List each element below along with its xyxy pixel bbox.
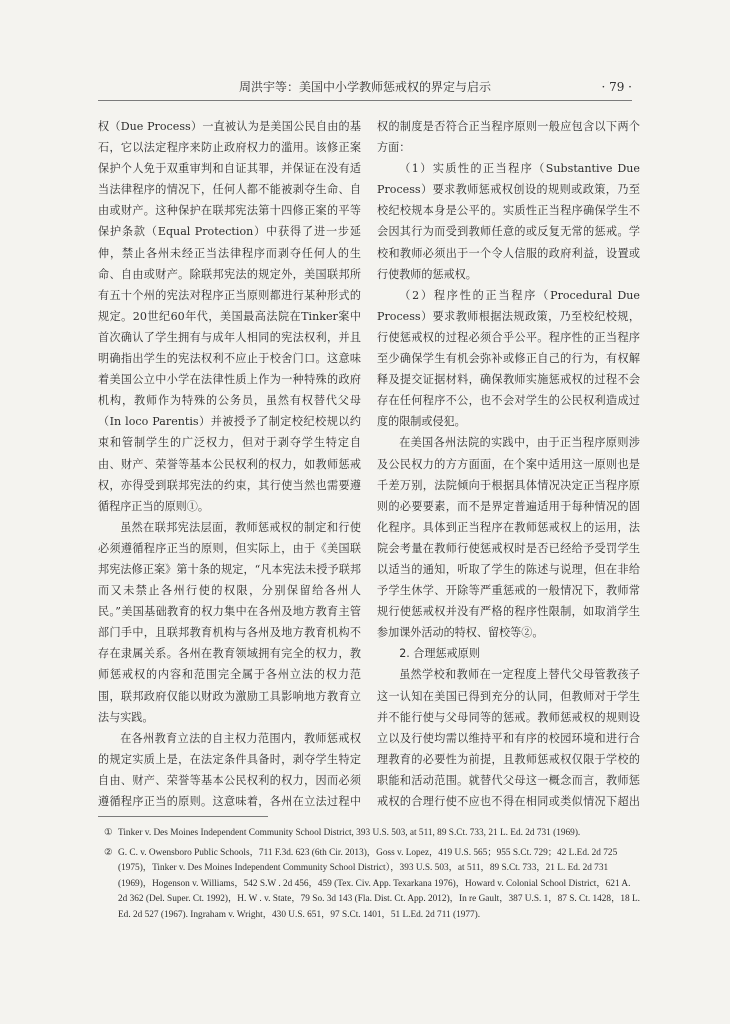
paragraph: （1）实质性的正当程序（Substantive Due Process）要求教师惩戒权创设的规则或政策，乃至校纪校规本身是公平的。实质性正当程序确保学生不会因其行为而受到教师任意的或反复无常的惩戒。学校和教师必须出于一个令人信服的政府利益，设置或行使教师的惩戒权。 (377, 162, 640, 281)
left-column (98, 116, 361, 811)
paragraph: 权（Due Process）一直被认为是美国公民自由的基石，它以法定程序来防止政府权力的滥用。该修正案保护个人免于双重审判和自证其罪，并保证在没有适当法律程序的情况下，任何人都不能被剥夺生命、自由或财产。这种保护在联邦宪法第十四修正案的平等保护条款（Equal Protection）中获得了进一步延伸，禁止各州未经正当法律程序而剥夺任何人的生命、自由或财产。除联邦宪法的规定外，美国联邦所有五十个州的宪法对程序正当原则都进行某种形式的规定。20世纪60年代，美国最高法院在Tinker案中首次确认了学生拥有与成年人相同的宪法权利，并且明确指出学生的宪法权利不应止于校舍门口。这意味着美国公立中小学在法律性质上作为一种特殊的政府机构，教师作为特殊的公务员，虽然有权替代父母（In loco Parentis）并被授予了制定校纪校规以约束和管制学生的广泛权力，但对于剥夺学生特定自由、财产、荣誉等基本公民权利的权力，如教师惩戒权，亦得受到联邦宪法的约束，其行使当然也需要遵循程序正当的原则①。 (98, 120, 361, 513)
footnotes (98, 826, 640, 928)
footnote (98, 846, 640, 924)
footnote-mark: ② (104, 847, 113, 858)
paragraph: 在美国各州法院的实践中，由于正当程序原则涉及公民权力的方方面面，在个案中适用这一原则也是千差万别，法院倾向于根据具体情况决定正当程序原则的必要要素，而不是界定普遍适用于每种情况的固化程序。具体到正当程序在教师惩戒权上的运用，法院会考量在教师行使惩戒权时是否已经给予受罚学生以适当的通知，听取了学生的陈述与说理，但在非给予学生休学、开除等严重惩戒的一般情况下，教师常规行使惩戒权并没有严格的程序性限制，如取消学生参加课外活动的特权、留校等②。 (377, 436, 640, 640)
footnote-mark: ① (104, 828, 113, 838)
section-heading: 2. 合理惩戒原则 (399, 647, 480, 661)
footnote-divider (98, 816, 268, 817)
paragraph: 在各州教育立法的自主权力范围内，教师惩戒权的规定实质上是，在法定条件具备时，剥夺学生特定自由、财产、荣誉等基本公民权利的权力，因而必须遵循程序正当的原则。这意味着，各州在立法过程中 (98, 731, 361, 808)
right-column (377, 116, 640, 811)
paragraph: 虽然学校和教师在一定程度上替代父母管教孩子这一认知在美国已得到充分的认同，但教师对于学生并不能行使与父母同等的惩戒。教师惩戒权的规则设立以及行使均需以维持平和有序的校园环境和进行合理教育的必要性为前提，且教师惩戒权仅限于学校的职能和活动范围。就替代父母这一概念而言，教师惩戒权的合理行使不应也不得在相同或类似情况下超出 (377, 668, 640, 808)
page-number: · 79 · (601, 80, 632, 94)
paragraph: 虽然在联邦宪法层面，教师惩戒权的制定和行使必须遵循程序正当的原则，但实际上，由于《美国联邦宪法修正案》第十条的规定，“凡本宪法未授予联邦而又未禁止各州行使的权限，分别保留给各州人民。”美国基础教育的权力集中在各州及地方教育主管部门手中，且联邦教育机构与各州及地方教育机构不存在隶属关系。各州在教育领域拥有完全的权力，教师惩戒权的内容和范围完全属于各州立法的权力范围，联邦政府仅能以财政为激励工具影响地方教育立法与实践。 (98, 520, 361, 724)
body-columns (98, 116, 640, 811)
footnote-text: G. C. v. Owensboro Public Schools，711 F.3d. 623 (6th Cir. 2013)，Goss v. Lopez，419 U.S. 565；955 S.Ct. 729；42 L.Ed. 2d 725 (1975)，Tinker v. Des Moines Independent Community School District），393 U.S. 503，at 511，89 S.Ct. 733，21 L. Ed. 2d 731 (1969)，Hogenson v. Williams，542 S.W . 2d 456，459 (Tex. Civ. App. Texarkana 1976)，Howard v. Colonial School District，621 A. 2d 362 (Del. Super. Ct. 1992)，H. W . v. State，79 So. 3d 143 (Fla. Dist. Ct. App. 2012)，In re Gault，387 U.S. 1，87 S. Ct. 1428，18 L. Ed. 2d 527 (1967). Ingraham v. Wright，430 U.S. 651，97 S.Ct. 1401，51 L.Ed. 2d 711 (1977). (118, 847, 640, 920)
footnote (98, 826, 640, 842)
page-header (98, 76, 632, 101)
paragraph: 权的制度是否符合正当程序原则一般应包含以下两个方面： (377, 120, 640, 155)
running-title: 周洪宇等：美国中小学教师惩戒权的界定与启示 (238, 80, 491, 94)
paragraph: （2）程序性的正当程序（Procedural Due Process）要求教师根据法规政策，乃至校纪校规，行使惩戒权的过程必须合乎公平。程序性的正当程序至少确保学生有机会弥补或修正自己的行为，有权解释及提交证据材料，确保教师实施惩戒权的过程不会存在任何程序不公，也不会对学生的公民权利造成过度的限制或侵犯。 (377, 288, 640, 429)
footnote-text: Tinker v. Des Moines Independent Community School District, 393 U.S. 503, at 511, 89 S.Ct. 733, 21 L. Ed. 2d 731 (1969). (118, 828, 581, 838)
